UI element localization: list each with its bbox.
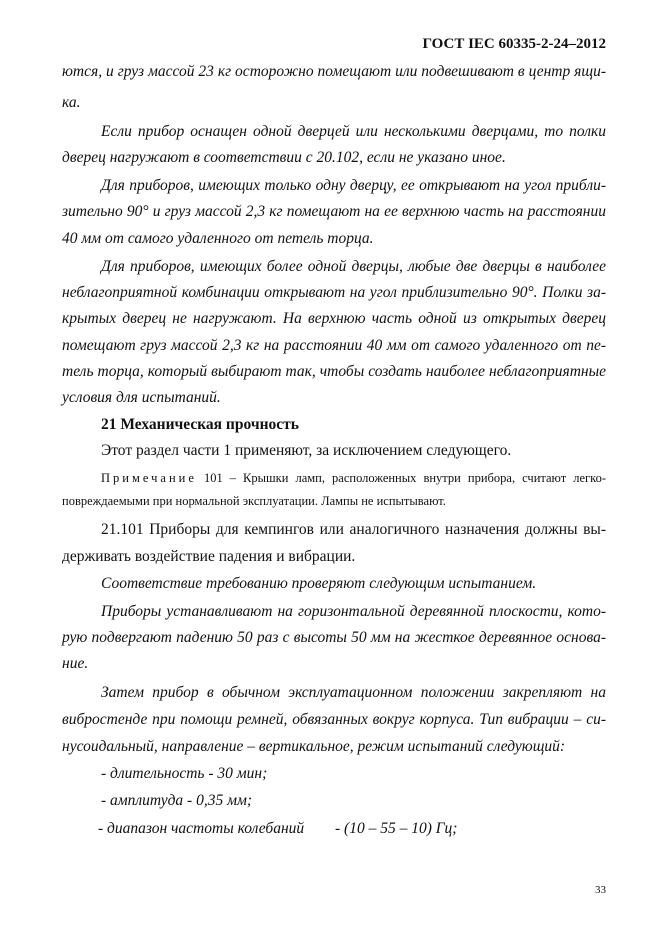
- text-line: Для приборов, имеющих более одной дверцы, любые две дверцы в наиболее: [101, 258, 606, 275]
- text-line: Если прибор оснащен одной дверцей или несколькими дверцами, то полки: [101, 123, 606, 140]
- list-item-value: - (10 – 55 – 10) Гц;: [335, 820, 458, 837]
- text-line: Приборы устанавливают на горизонтальной деревянной плоскости, кото-: [101, 603, 606, 620]
- list-item: - длительность - 30 мин;: [101, 765, 268, 782]
- text-line: Этот раздел части 1 применяют, за исключением следующего.: [101, 442, 512, 459]
- section-heading: 21 Механическая прочность: [101, 416, 299, 433]
- note-line: повреждаемыми при нормальной эксплуатации. Лампы не испытывают.: [62, 494, 446, 508]
- text-line: тель торца, который выбирают так, чтобы создать наиболее неблагоприятные: [62, 363, 606, 380]
- text-line: нусоидальный, направление – вертикальное, режим испытаний следующий:: [62, 738, 566, 755]
- text-line: Соответствие требованию проверяют следующим испытанием.: [101, 575, 537, 592]
- document-header: ГОСТ IEC 60335-2-24–2012: [422, 36, 606, 52]
- text-line: Для приборов, имеющих только одну дверцу, ее открывают на угол прибли-: [101, 177, 606, 194]
- text-line: ются, и груз массой 23 кг осторожно помещают или подвешивают в центр ящи-: [62, 63, 606, 80]
- text-line: зительно 90° и груз массой 2,3 кг помещают на ее верхнюю часть на расстоянии: [62, 203, 606, 220]
- page-number: 33: [595, 884, 606, 896]
- text-line: держивать воздействие падения и вибрации.: [62, 548, 356, 565]
- text-line: условия для испытаний.: [62, 389, 221, 406]
- text-line: дверец нагружают в соответствии с 20.102, если не указано иное.: [62, 149, 506, 166]
- text-line: помещают груз массой 2,3 кг на расстоянии 40 мм от самого удаленного от пе-: [62, 337, 606, 354]
- list-item: - диапазон частоты колебаний: [98, 820, 305, 837]
- text-line: Затем прибор в обычном эксплуатационном положении закрепляют на: [101, 684, 606, 701]
- text-line: вибростенде при помощи ремней, обвязанных вокруг корпуса. Тип вибрации – си-: [62, 711, 606, 728]
- note-text: 101 – Крышки ламп, расположенных внутри прибора, считают легко-: [203, 471, 607, 485]
- text-line: рую подвергают падению 50 раз с высоты 50 мм на жесткое деревянное основа-: [62, 629, 606, 646]
- note-label: Примечание: [101, 471, 197, 485]
- list-item: - амплитуда - 0,35 мм;: [101, 792, 253, 809]
- text-line: 21.101 Приборы для кемпингов или аналогичного назначения должны вы-: [101, 521, 606, 538]
- text-line: ка.: [62, 94, 81, 111]
- text-line: крытых дверец не нагружают. На верхнюю часть одной из открытых дверец: [62, 310, 606, 327]
- text-line: неблагоприятной комбинации открывают на угол приблизительно 90°. Полки за-: [62, 284, 606, 301]
- text-line: 40 мм от самого удаленного от петель торца.: [62, 230, 374, 247]
- note-line: [101, 469, 606, 487]
- text-line: ние.: [62, 655, 89, 672]
